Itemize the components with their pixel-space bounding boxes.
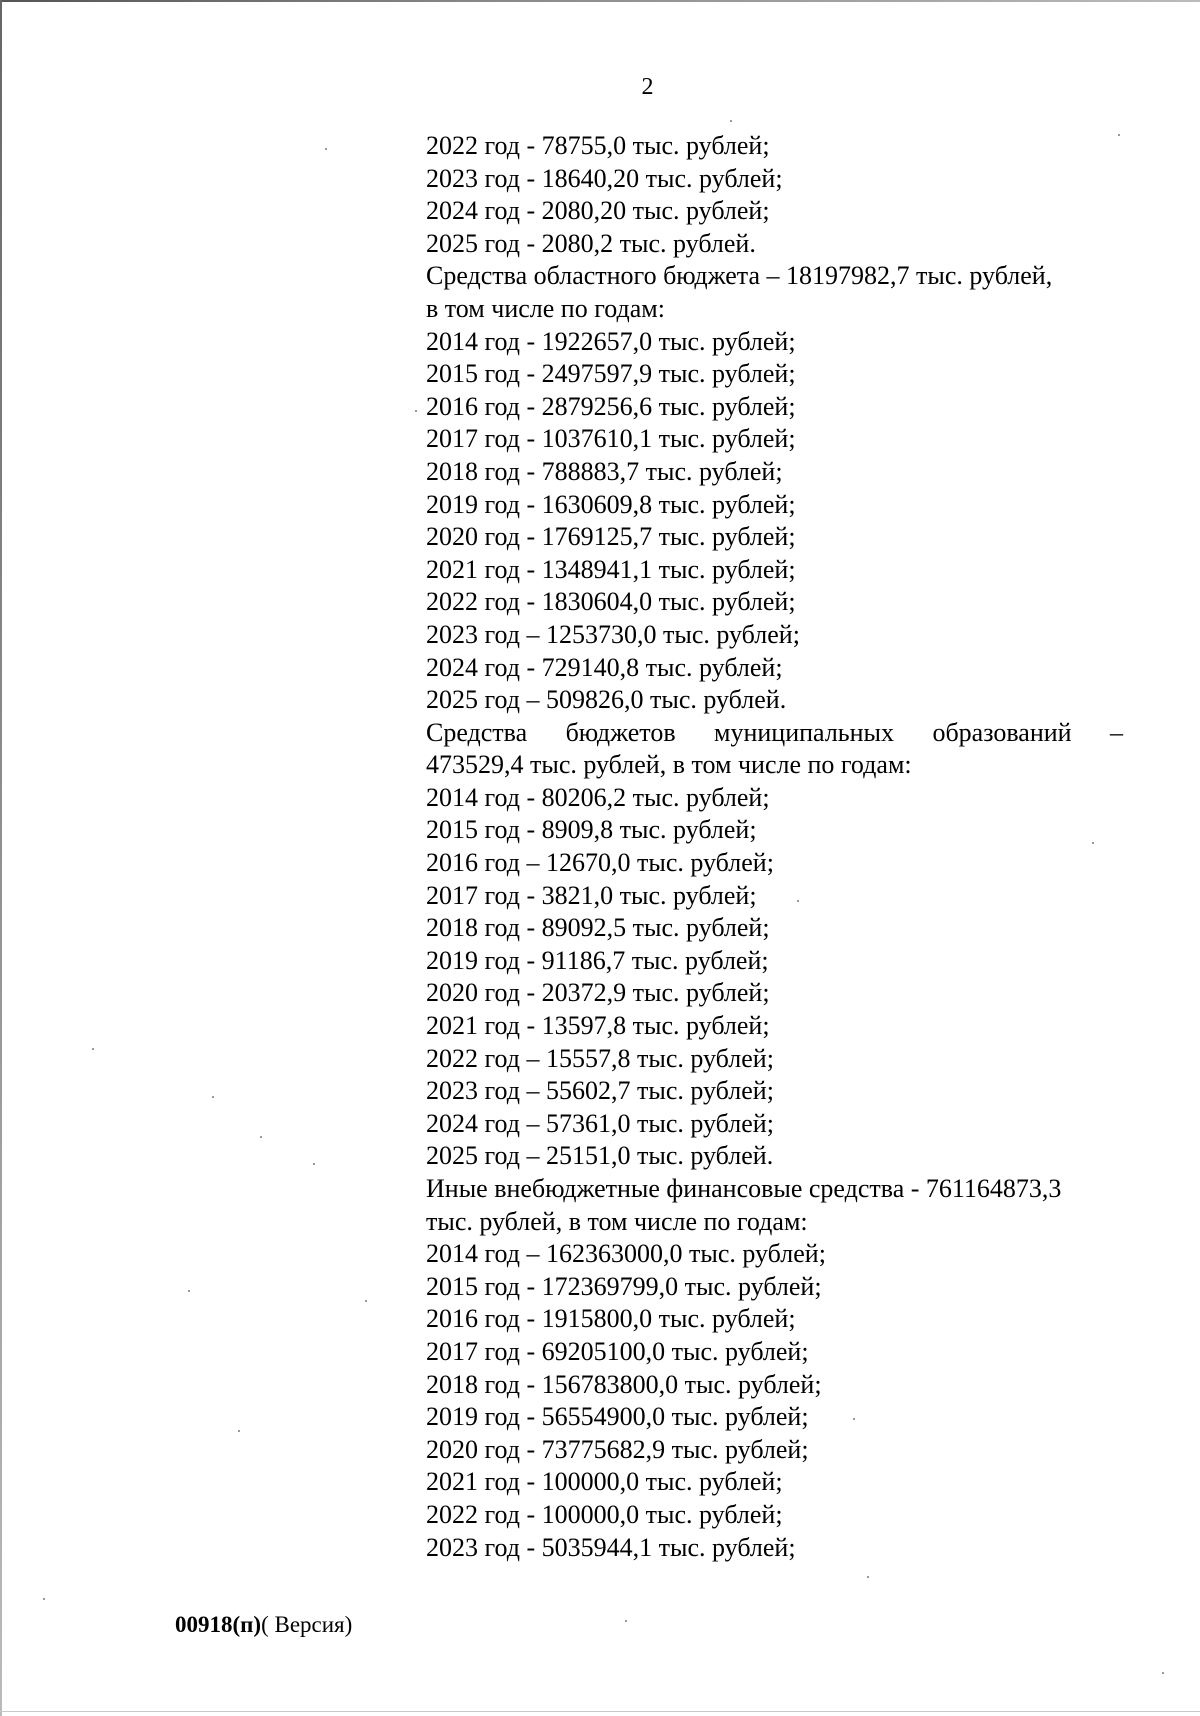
scan-speck <box>730 120 732 122</box>
text-line: 2019 год - 1630609,8 тыс. рублей; <box>426 489 796 519</box>
text-line: тыс. рублей, в том числе по годам: <box>426 1206 808 1236</box>
text-line: 2021 год - 1348941,1 тыс. рублей; <box>426 554 796 584</box>
scan-speck <box>313 1163 315 1165</box>
text-line: 2025 год – 25151,0 тыс. рублей. <box>426 1141 774 1171</box>
scan-speck <box>188 1290 190 1292</box>
text-line: 2014 год - 80206,2 тыс. рублей; <box>426 782 770 812</box>
text-line: 2014 год – 162363000,0 тыс. рублей; <box>426 1239 826 1269</box>
text-line: 2016 год - 2879256,6 тыс. рублей; <box>426 391 796 421</box>
document-version: ( Версия) <box>261 1612 353 1637</box>
scan-edge-left <box>0 0 2 1716</box>
text-line: 2021 год - 100000,0 тыс. рублей; <box>426 1467 783 1497</box>
text-line: в том числе по годам: <box>426 293 665 323</box>
text-line: 2023 год – 55602,7 тыс. рублей; <box>426 1076 774 1106</box>
text-line: 2025 год - 2080,2 тыс. рублей. <box>426 228 756 258</box>
scan-speck <box>260 1136 262 1138</box>
text-line: 2017 год - 69205100,0 тыс. рублей; <box>426 1336 809 1366</box>
text-line: 2022 год - 100000,0 тыс. рублей; <box>426 1499 783 1529</box>
scan-speck <box>415 410 417 412</box>
text-line: 2024 год - 2080,20 тыс. рублей; <box>426 196 770 226</box>
scan-speck <box>92 1048 94 1050</box>
text-line: 2023 год – 1253730,0 тыс. рублей; <box>426 619 800 649</box>
scan-speck <box>1162 1672 1164 1674</box>
text-line: 2024 год – 57361,0 тыс. рублей; <box>426 1108 774 1138</box>
text-line: 2022 год – 15557,8 тыс. рублей; <box>426 1043 774 1073</box>
scan-speck <box>797 900 799 902</box>
scan-speck <box>853 1418 855 1420</box>
text-line: 2022 год - 78755,0 тыс. рублей; <box>426 131 770 160</box>
scan-speck <box>212 1096 214 1098</box>
scan-speck <box>325 148 327 150</box>
document-footer <box>175 1612 352 1638</box>
scan-speck <box>365 1300 367 1302</box>
text-line: 2023 год - 18640,20 тыс. рублей; <box>426 163 783 193</box>
scan-speck <box>238 1430 240 1432</box>
text-line: 2020 год - 20372,9 тыс. рублей; <box>426 978 770 1008</box>
text-line: 473529,4 тыс. рублей, в том числе по годам: <box>426 750 912 780</box>
text-line: 2015 год - 172369799,0 тыс. рублей; <box>426 1271 822 1301</box>
text-line: 2017 год - 3821,0 тыс. рублей; <box>426 880 757 910</box>
text-line: 2016 год - 1915800,0 тыс. рублей; <box>426 1304 796 1334</box>
text-line: 2018 год - 89092,5 тыс. рублей; <box>426 913 770 943</box>
text-line: 2025 год – 509826,0 тыс. рублей. <box>426 685 787 715</box>
page-number: 2 <box>641 74 654 100</box>
scan-speck <box>43 1598 45 1600</box>
scan-speck <box>867 1576 869 1578</box>
text-line: 2018 год - 156783800,0 тыс. рублей; <box>426 1369 822 1399</box>
text-line: Иные внебюджетные финансовые средства - 761164873,3 <box>426 1174 1062 1203</box>
text-line: 2014 год - 1922657,0 тыс. рублей; <box>426 326 796 356</box>
text-line: 2020 год - 1769125,7 тыс. рублей; <box>426 522 796 552</box>
text-line: 2018 год - 788883,7 тыс. рублей; <box>426 456 783 486</box>
text-line: 2019 год - 56554900,0 тыс. рублей; <box>426 1402 809 1432</box>
document-code: 00918(п) <box>175 1612 262 1637</box>
text-line: 2024 год - 729140,8 тыс. рублей; <box>426 652 783 682</box>
text-line: 2016 год – 12670,0 тыс. рублей; <box>426 848 774 878</box>
text-line: 2023 год - 5035944,1 тыс. рублей; <box>426 1532 796 1562</box>
scan-speck <box>1092 842 1094 844</box>
text-line: Средства бюджетов муниципальных образований – <box>426 717 1123 747</box>
text-line: 2020 год - 73775682,9 тыс. рублей; <box>426 1434 809 1464</box>
scan-speck <box>1118 134 1120 136</box>
scan-edge-top <box>0 0 1200 2</box>
text-line: 2019 год - 91186,7 тыс. рублей; <box>426 945 769 975</box>
text-line: 2017 год - 1037610,1 тыс. рублей; <box>426 424 796 454</box>
text-line: 2021 год - 13597,8 тыс. рублей; <box>426 1011 770 1041</box>
funding-text-block <box>426 130 1123 1564</box>
scan-edge-bottom <box>0 1711 1200 1712</box>
text-line: 2015 год - 2497597,9 тыс. рублей; <box>426 359 796 389</box>
text-line: 2022 год - 1830604,0 тыс. рублей; <box>426 587 796 617</box>
text-line: 2015 год - 8909,8 тыс. рублей; <box>426 815 757 845</box>
scan-speck <box>625 1620 627 1622</box>
text-line: Средства областного бюджета – 18197982,7 тыс. рублей, <box>426 261 1053 291</box>
